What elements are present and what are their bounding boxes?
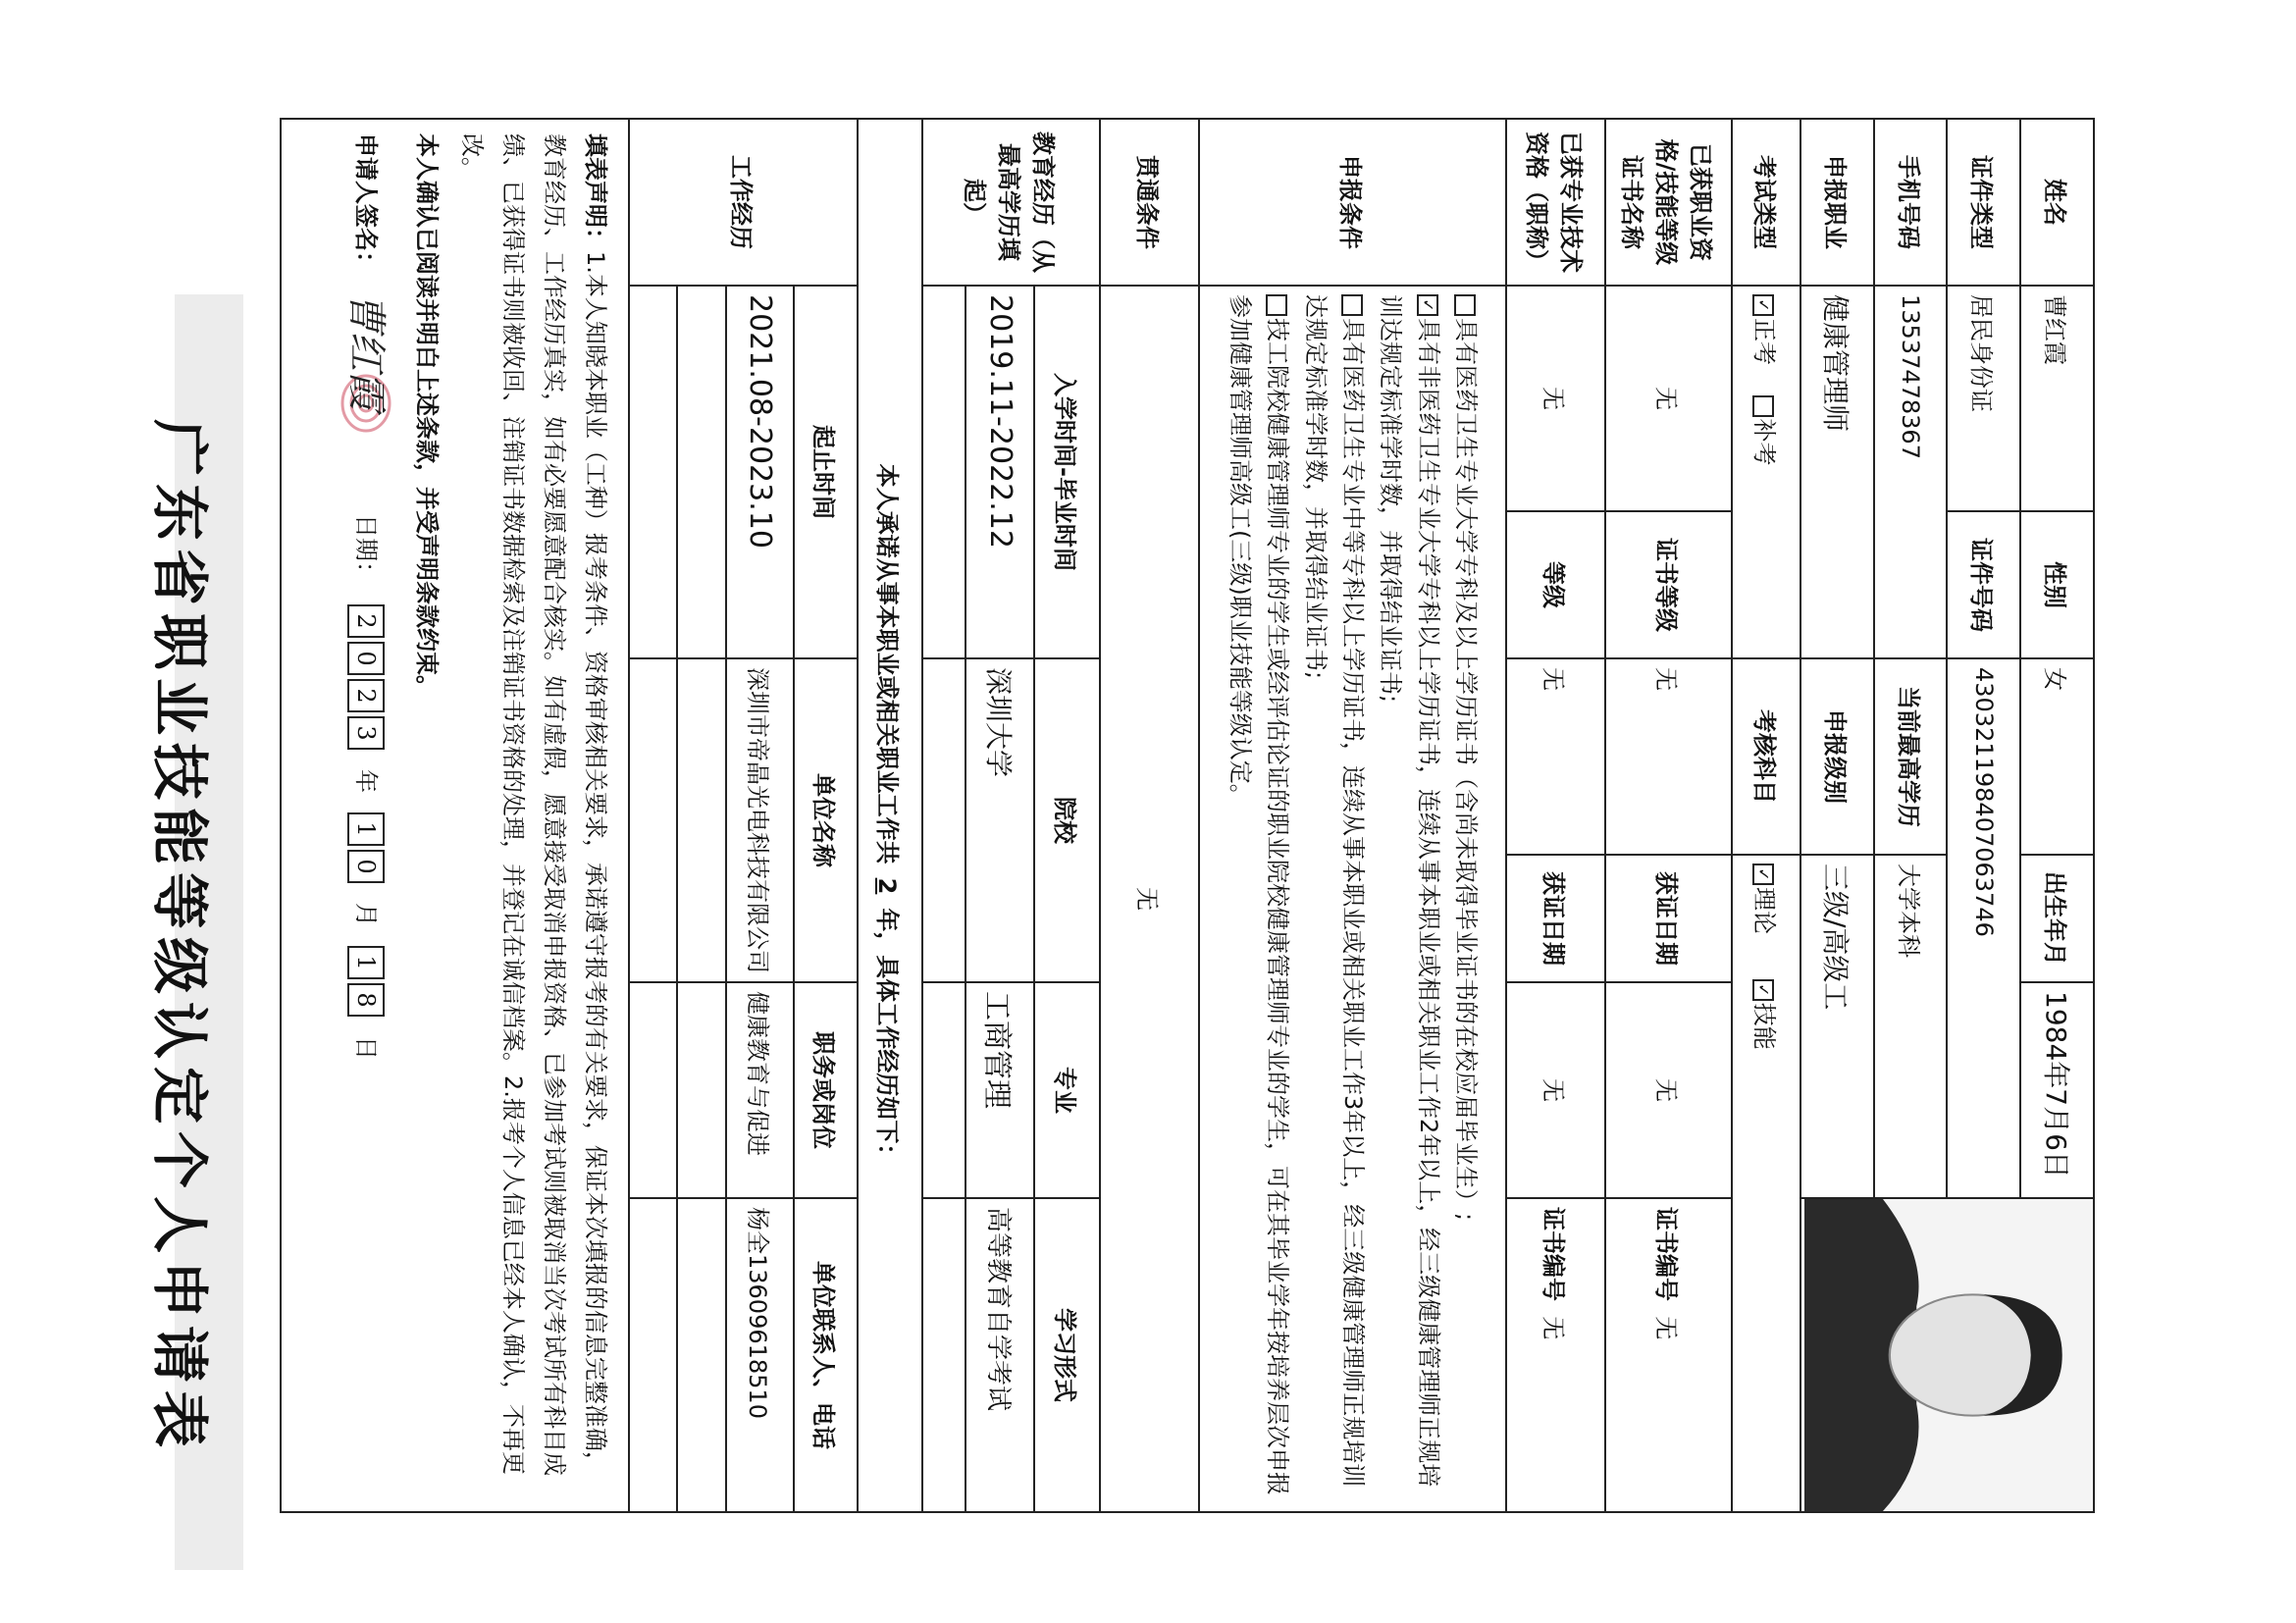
condition-item[interactable]: 技工院校健康管理师专业的学生或经评估论证的职业院校健康管理师专业的学生，可在其毕业学年按培养层次申报参加健康管理师高级工(三级)职业技能等级认定。 [1226,294,1292,1495]
phone-value: 13537478367 [1874,286,1948,658]
checkbox-empty-icon [1454,294,1476,316]
exam-type-checkbox-makeup[interactable]: 补考 [1750,395,1778,466]
title-name-label: 已获专业技术资格（职称） [1506,119,1605,286]
work-years: 2 [873,877,902,895]
work-col-contact: 单位联系人、电话 [794,1198,858,1512]
edu-col-major: 专业 [1034,982,1100,1198]
occupation-label: 申报职业 [1800,119,1874,286]
exam-type-checkbox-regular[interactable]: ✓正考 [1750,294,1778,365]
work-col-position: 职务或岗位 [794,982,858,1198]
id-no-label: 证件号码 [1948,511,2021,658]
declaration-text: 1.本人知晓本职业（工种）报考条件、资格审核相关要求，承诺遵守报考的有关要求，保证本次填报的信息完整准确，教育经历、工作经历真实，如有必要愿意配合核实。如有虚假，愿意接受取消申报资格、已参加考试则被取消当次考试所有科目成绩、已获得证书则被收回、注销证书数据检索及注销证书资格的处理，并登记在诚信档案。2.报考个人信息已经本人确认，不再更改。 [457,133,609,1476]
edu-history-label: 教育经历（从最高学历填起） [922,119,1101,286]
application-form [280,118,2095,1513]
condition-item[interactable]: 具有医药卫生专业中等专科以上学历证书，连续从事本职业或相关职业工作3年以上，经三级健康管理师正规培训达规定标准学时数，并取得结业证书; [1301,294,1368,1488]
cert-date-value: 无 [1605,982,1732,1198]
title-grade-label: 等级 [1506,511,1605,658]
level-label: 申报级别 [1800,658,1874,855]
edu-period: 2019.11-2022.12 [965,286,1034,658]
work-company: 深圳市帝晶光电科技有限公司 [726,658,795,982]
edu-major: 工商管理 [965,982,1034,1198]
through-value: 无 [1100,286,1199,1512]
cert-grade-value: 无 [1605,658,1732,855]
name-value: 曹红霞 [2020,286,2094,511]
exam-subject-checkbox-theory[interactable]: ✓理论 [1750,864,1778,934]
declaration-heading: 填表声明： [581,133,609,251]
exam-type-options [1732,286,1800,658]
edu-col-school: 院校 [1034,658,1100,982]
gender-label: 性别 [2020,511,2094,658]
form-title: 广东省职业技能等级认定个人申请表 [146,418,213,1455]
title-date-label: 获证日期 [1506,855,1605,982]
checkbox-checked-icon: ✓ [1752,979,1774,1001]
cert-no-label: 证书编号 [1652,1207,1681,1301]
signature-row: 申请人签名： 曹红霞 日期： 2023 年 10 月 18 日 [332,133,400,1497]
title-grade-value: 无 [1506,658,1605,855]
level-value: 三级/高级工 [1800,855,1874,1198]
date-day: 18 [345,944,387,1019]
phone-label: 手机号码 [1874,119,1948,286]
occupation-value: 健康管理师 [1800,286,1874,658]
gender-value: 女 [2020,658,2094,855]
sign-label: 申请人签名： [351,133,380,275]
declaration-block [281,119,629,1512]
exam-subject-checkbox-skill[interactable]: ✓技能 [1750,979,1778,1050]
table-row [726,119,795,1512]
birth-value: 1984年7月6日 [2020,982,2094,1198]
table-row [677,119,725,1512]
conditions-list [1199,286,1506,1512]
work-col-period: 起止时间 [794,286,858,658]
cert-name-label: 已获职业资格/技能等级证书名称 [1605,119,1732,286]
id-type-value: 居民身份证 [1948,286,2021,511]
work-contact: 杨全13609618510 [726,1198,795,1512]
work-intro: 本人承诺从事本职业或相关职业工作共2年，具体工作经历如下： [858,119,921,1512]
edu-school: 深圳大学 [965,658,1034,982]
title-name-value: 无 [1506,286,1605,511]
edu-col-period: 入学时间-毕业时间 [1034,286,1100,658]
applicant-photo [1800,1198,2094,1512]
table-row [629,119,677,1512]
education-value: 大学本科 [1874,855,1948,1198]
work-col-company: 单位名称 [794,658,858,982]
checkbox-checked-icon: ✓ [1752,294,1774,316]
work-history-label: 工作经历 [629,119,858,286]
checkbox-empty-icon [1266,294,1287,316]
checkbox-empty-icon [1752,395,1774,417]
education-label: 当前最高学历 [1874,658,1948,855]
birth-label: 出生年月 [2020,855,2094,982]
date-month: 10 [345,811,387,885]
declaration-confirm: 本人确认已阅读并明白上述条款，并受声明条款约束。 [412,133,441,699]
photo-portrait-icon [1804,1199,2094,1511]
checkbox-checked-icon: ✓ [1752,864,1774,885]
name-label: 姓名 [2020,119,2094,286]
id-type-label: 证件类型 [1948,119,2021,286]
cert-name-value: 无 [1605,286,1732,511]
exam-subject-options [1732,855,1800,1512]
through-label: 贯通条件 [1100,119,1199,286]
id-no-value: 430321198407063746 [1948,658,2021,1198]
conditions-label: 申报条件 [1199,119,1506,286]
condition-item[interactable]: ✓具有非医药卫生专业大学专科以上学历证书，连续从事本职业或相关职业工作2年以上，经三级健康管理师正规培训达规定标准学时数，并取得结业证书; [1377,294,1442,1488]
work-position: 健康教育与促进 [726,982,795,1198]
checkbox-checked-icon: ✓ [1417,294,1438,316]
work-period: 2021.08-2023.10 [726,286,795,658]
date-label: 日期： [351,514,380,585]
cert-no-cell [1605,1198,1732,1512]
edu-mode: 高等教育自学考试 [965,1198,1034,1512]
title-date-value: 无 [1506,982,1605,1198]
edu-col-mode: 学习形式 [1034,1198,1100,1512]
table-row [965,119,1034,1512]
condition-item[interactable]: 具有医药卫生专业大学专科及以上学历证书（含尚未取得毕业证书的在校应届毕业生）; [1447,294,1485,1503]
title-no-label: 证书编号 [1539,1207,1568,1301]
exam-subject-label: 考核科目 [1732,658,1800,855]
checkbox-empty-icon [1341,294,1363,316]
title-no-value: 无 [1539,1316,1568,1340]
table-row [922,119,966,1512]
applicant-signature: 曹红霞 [342,292,389,410]
date-year: 2023 [345,602,387,752]
exam-type-label: 考试类型 [1732,119,1800,286]
cert-grade-label: 证书等级 [1605,511,1732,658]
cert-date-label: 获证日期 [1605,855,1732,982]
title-no-cell [1506,1198,1605,1512]
cert-no-value: 无 [1652,1316,1681,1340]
